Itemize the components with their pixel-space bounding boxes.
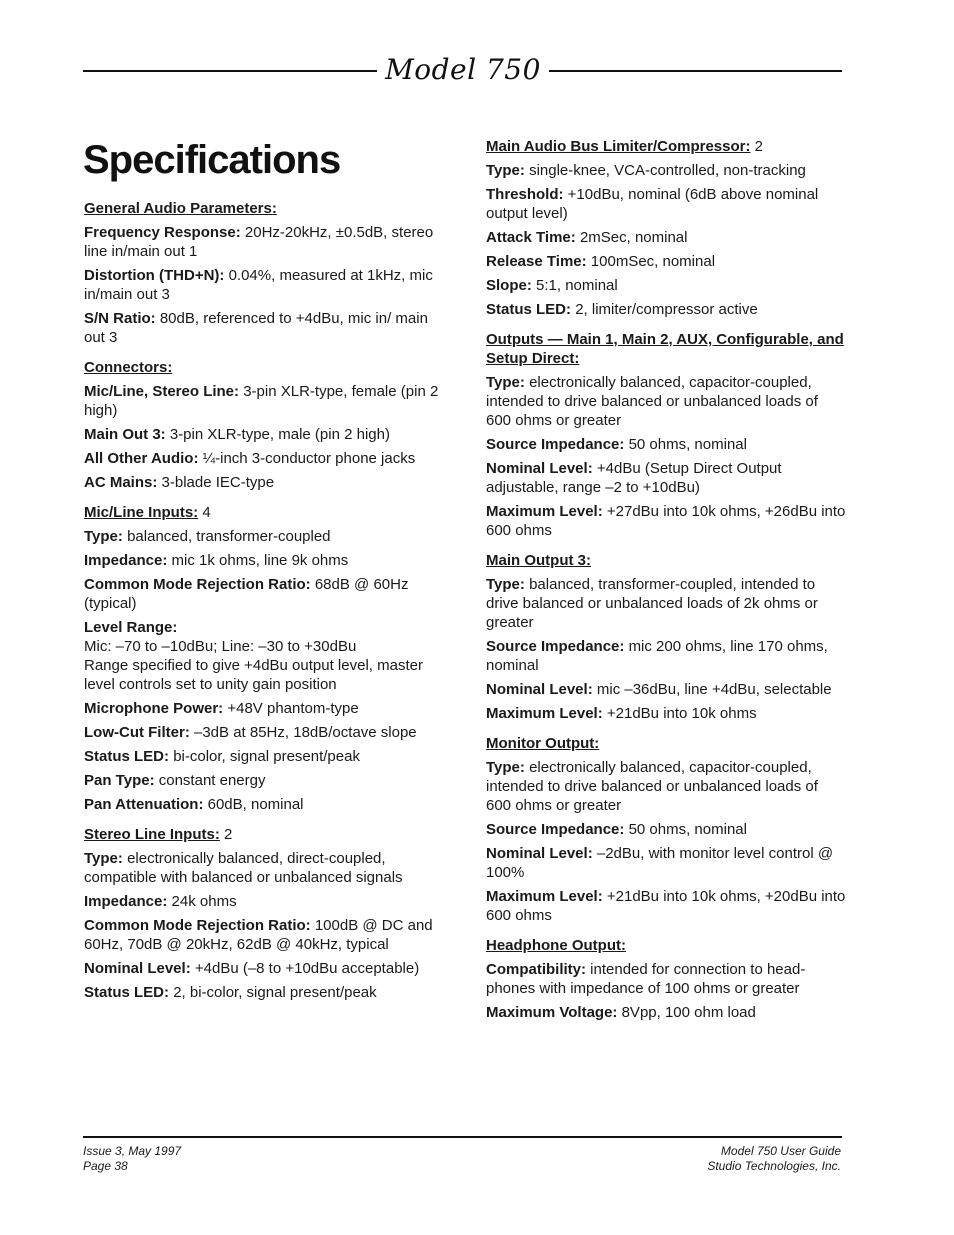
spec-item (84, 983, 446, 1002)
spec-section (84, 199, 446, 347)
spec-value: 2, limiter/compressor active (575, 301, 758, 318)
spec-label: Maximum Level: (486, 888, 603, 905)
spec-value: electronically balanced, capacitor-coupled, intended to drive balanced or unbalanced loads of 600 ohms or greater (486, 759, 818, 814)
spec-item (84, 892, 446, 911)
spec-section (84, 825, 446, 1002)
spec-item (84, 723, 446, 742)
spec-item (486, 704, 846, 723)
spec-section (84, 358, 446, 492)
spec-label: Release Time: (486, 253, 587, 270)
section-heading (84, 358, 446, 377)
spec-value: 5:1, nominal (536, 277, 618, 294)
spec-label: Common Mode Rejection Ratio: (84, 917, 311, 934)
spec-item (486, 887, 846, 925)
section-heading (486, 551, 846, 570)
spec-value: 100mSec, nominal (590, 253, 716, 270)
spec-value: +4dBu (Setup Direct Output adjustable, range –2 to +10dBu) (486, 460, 782, 496)
spec-value: 8Vpp, 100 ohm load (621, 1004, 756, 1021)
spec-label: Maximum Voltage: (486, 1004, 618, 1021)
section-heading-label: Main Audio Bus Limiter/Compressor: (486, 138, 751, 155)
page-title: Specifications (83, 138, 341, 182)
spec-item (84, 699, 446, 718)
spec-value: single-knee, VCA-controlled, non-tracking (529, 162, 806, 179)
spec-label: Nominal Level: (486, 460, 593, 477)
spec-item (486, 373, 846, 430)
spec-item (486, 758, 846, 815)
spec-label: Microphone Power: (84, 700, 224, 717)
spec-value: 20Hz-20kHz, ±0.5dB, stereo line in/main out 1 (84, 224, 434, 260)
section-heading-label: General Audio Parameters: (84, 200, 277, 217)
spec-item (84, 959, 446, 978)
spec-label: Type: (486, 374, 525, 391)
section-heading-count: 2 (224, 826, 233, 843)
spec-section (486, 551, 846, 723)
spec-item (84, 266, 446, 304)
spec-label: Nominal Level: (486, 681, 593, 698)
section-heading-count: 4 (202, 504, 211, 521)
spec-value: 60dB, nominal (207, 796, 304, 813)
spec-label: Type: (486, 576, 525, 593)
spec-label: Source Impedance: (486, 638, 625, 655)
spec-value: 68dB @ 60Hz (typical) (84, 576, 409, 612)
spec-label: Attack Time: (486, 229, 576, 246)
spec-value: 3-pin XLR-type, female (pin 2 high) (84, 383, 439, 419)
spec-label: Type: (486, 162, 525, 179)
spec-value: mic 1k ohms, line 9k ohms (171, 552, 349, 569)
section-heading-label: Mic/Line Inputs: (84, 504, 199, 521)
spec-value: 2, bi-color, signal present/peak (173, 984, 377, 1001)
spec-item (486, 300, 846, 319)
section-heading (486, 936, 846, 955)
section-heading (486, 734, 846, 753)
spec-section (84, 503, 446, 814)
spec-item (486, 637, 846, 675)
spec-label: Type: (486, 759, 525, 776)
spec-value: –2dBu, with monitor level control @ 100% (486, 845, 834, 881)
spec-label: AC Mains: (84, 474, 158, 491)
footer-rule (83, 1136, 842, 1138)
spec-section (486, 734, 846, 925)
spec-item (84, 849, 446, 887)
section-heading (84, 825, 446, 844)
spec-item (486, 844, 846, 882)
spec-label: Main Out 3: (84, 426, 166, 443)
spec-section (486, 137, 846, 319)
spec-value: +48V phantom-type (227, 700, 359, 717)
footer-page-number: Page 38 (83, 1159, 128, 1173)
right-column (486, 137, 846, 1033)
spec-label: Pan Type: (84, 772, 155, 789)
spec-label: Nominal Level: (84, 960, 191, 977)
spec-value: intended for connection to head-phones with impedance of 100 ohms or greater (486, 961, 806, 997)
section-heading-label: Outputs — Main 1, Main 2, AUX, Configurable, and Setup Direct: (486, 331, 844, 367)
spec-value: 3-pin XLR-type, male (pin 2 high) (169, 426, 390, 443)
section-heading (486, 330, 846, 368)
spec-item (84, 916, 446, 954)
footer-company: Studio Technologies, Inc. (707, 1159, 841, 1173)
spec-label: Level Range: (84, 619, 178, 636)
section-heading-label: Connectors: (84, 359, 173, 376)
footer-guide-title: Model 750 User Guide (720, 1144, 841, 1158)
spec-item (84, 425, 446, 444)
spec-label: Compatibility: (486, 961, 586, 978)
spec-label: Nominal Level: (486, 845, 593, 862)
spec-label: Source Impedance: (486, 821, 625, 838)
spec-value: +4dBu (–8 to +10dBu acceptable) (194, 960, 420, 977)
spec-item (486, 185, 846, 223)
section-heading-label: Main Output 3: (486, 552, 591, 569)
spec-item (486, 228, 846, 247)
spec-item (84, 449, 446, 468)
header-title: Model 750 (385, 53, 541, 86)
spec-value: 2mSec, nominal (579, 229, 688, 246)
spec-item (84, 747, 446, 766)
spec-item (486, 820, 846, 839)
spec-value: 50 ohms, nominal (628, 436, 747, 453)
spec-value: +21dBu into 10k ohms (606, 705, 757, 722)
spec-item (486, 575, 846, 632)
spec-label: Source Impedance: (486, 436, 625, 453)
spec-item (486, 502, 846, 540)
spec-value: 0.04%, measured at 1kHz, mic in/main out 3 (84, 267, 433, 303)
footer-right (707, 1144, 841, 1174)
spec-label: Low-Cut Filter: (84, 724, 190, 741)
spec-value: –3dB at 85Hz, 18dB/octave slope (194, 724, 417, 741)
spec-value: +10dBu, nominal (6dB above nominal output level) (486, 186, 819, 222)
spec-value-line: Range specified to give +4dBu output level, master level controls set to unity gain position (84, 657, 423, 693)
spec-item (84, 795, 446, 814)
spec-value: electronically balanced, capacitor-coupled, intended to drive balanced or unbalanced loads of 600 ohms or greater (486, 374, 818, 429)
section-heading (84, 199, 446, 218)
left-column (84, 199, 446, 1013)
spec-value: electronically balanced, direct-coupled, compatible with balanced or unbalanced signals (84, 850, 403, 886)
spec-item (486, 252, 846, 271)
spec-label: Status LED: (486, 301, 572, 318)
spec-item (84, 771, 446, 790)
spec-label: Status LED: (84, 748, 170, 765)
spec-value: 24k ohms (171, 893, 237, 910)
spec-label: Impedance: (84, 552, 168, 569)
footer-issue: Issue 3, May 1997 (83, 1144, 182, 1158)
spec-value: ¼-inch 3-conductor phone jacks (202, 450, 416, 467)
spec-item (84, 527, 446, 546)
spec-item (486, 161, 846, 180)
spec-label: Type: (84, 850, 123, 867)
spec-value: +21dBu into 10k ohms, +20dBu into 600 ohms (486, 888, 846, 924)
section-heading-label: Headphone Output: (486, 937, 626, 954)
spec-value: bi-color, signal present/peak (173, 748, 360, 765)
spec-value: mic 200 ohms, line 170 ohms, nominal (486, 638, 828, 674)
spec-item (486, 276, 846, 295)
spec-value: 100dB @ DC and 60Hz, 70dB @ 20kHz, 62dB @ 40kHz, typical (84, 917, 433, 953)
spec-item (84, 575, 446, 613)
spec-value-line: Mic: –70 to –10dBu; Line: –30 to +30dBu (84, 638, 357, 655)
spec-label: All Other Audio: (84, 450, 199, 467)
spec-value: constant energy (158, 772, 266, 789)
spec-label: Frequency Response: (84, 224, 241, 241)
header-rule-right (549, 70, 842, 72)
spec-item (486, 459, 846, 497)
spec-item (84, 618, 446, 694)
spec-item (84, 551, 446, 570)
header-rule-left (83, 70, 377, 72)
section-heading-count: 2 (754, 138, 763, 155)
spec-item (486, 960, 846, 998)
spec-value: 50 ohms, nominal (628, 821, 747, 838)
spec-label: Common Mode Rejection Ratio: (84, 576, 311, 593)
spec-label: Slope: (486, 277, 532, 294)
section-heading-label: Stereo Line Inputs: (84, 826, 220, 843)
spec-item (84, 473, 446, 492)
footer-left (83, 1144, 181, 1174)
spec-section (486, 936, 846, 1022)
section-heading (84, 503, 446, 522)
spec-label: Type: (84, 528, 123, 545)
spec-value: balanced, transformer-coupled, intended to drive balanced or unbalanced loads of 2k ohms or greater (486, 576, 818, 631)
spec-item (84, 309, 446, 347)
spec-section (486, 330, 846, 540)
spec-item (486, 435, 846, 454)
spec-label: Pan Attenuation: (84, 796, 204, 813)
spec-label: Distortion (THD+N): (84, 267, 225, 284)
spec-label: Impedance: (84, 893, 168, 910)
spec-item (84, 382, 446, 420)
spec-label: Status LED: (84, 984, 170, 1001)
spec-item (486, 680, 846, 699)
spec-label: Maximum Level: (486, 705, 603, 722)
spec-label: S/N Ratio: (84, 310, 156, 327)
spec-value: +27dBu into 10k ohms, +26dBu into 600 ohms (486, 503, 846, 539)
spec-label: Maximum Level: (486, 503, 603, 520)
spec-value: 3-blade IEC-type (161, 474, 275, 491)
spec-label: Mic/Line, Stereo Line: (84, 383, 240, 400)
spec-item (486, 1003, 846, 1022)
spec-label: Threshold: (486, 186, 564, 203)
section-heading (486, 137, 846, 156)
spec-item (84, 223, 446, 261)
spec-value: balanced, transformer-coupled (127, 528, 331, 545)
section-heading-label: Monitor Output: (486, 735, 600, 752)
spec-value: 80dB, referenced to +4dBu, mic in/ main out 3 (84, 310, 428, 346)
spec-value: mic –36dBu, line +4dBu, selectable (596, 681, 832, 698)
